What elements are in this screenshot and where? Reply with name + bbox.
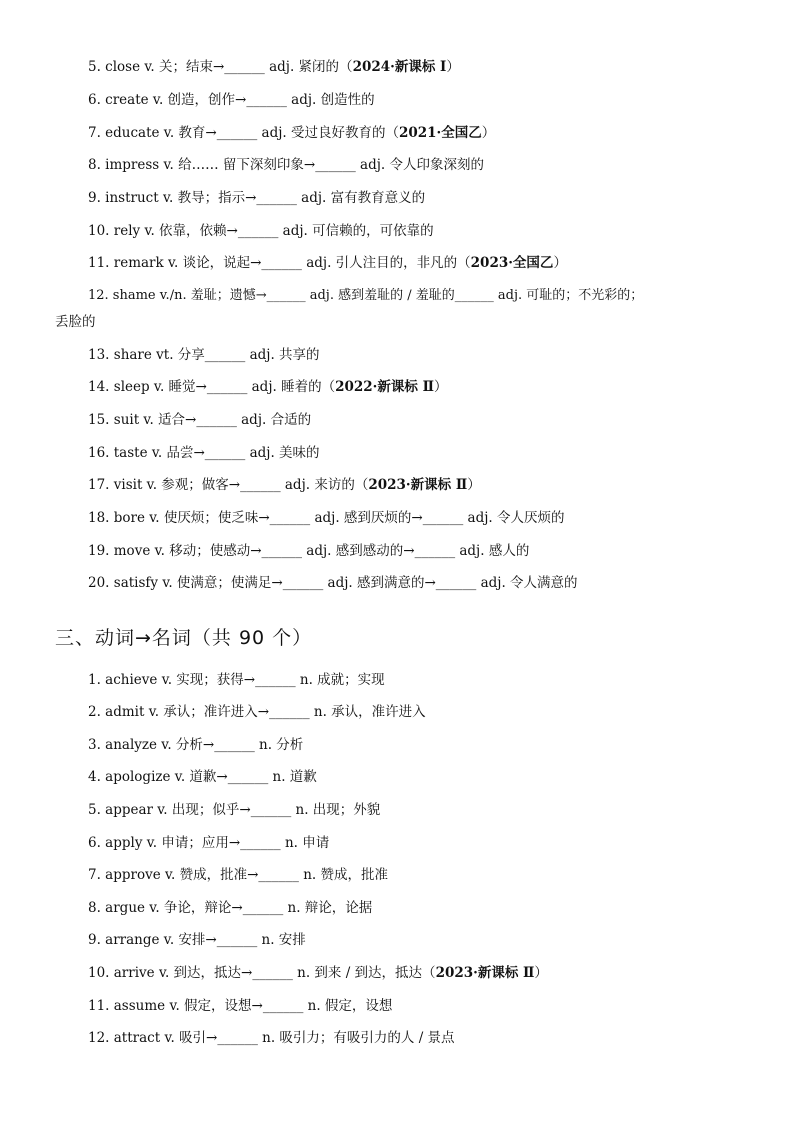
vocab-entry: 8. impress v. 给…… 留下深刻印象→______ adj. 令人印象深刻的 bbox=[88, 157, 484, 173]
vocab-entry: 6. create v. 创造，创作→______ adj. 创造性的 bbox=[88, 92, 375, 108]
vocab-entry: 15. suit v. 适合→______ adj. 合适的 bbox=[88, 412, 312, 428]
vocab-entry: 7. approve v. 赞成，批准→______ n. 赞成，批准 bbox=[88, 867, 388, 883]
vocab-entry: 20. satisfy v. 使满意；使满足→______ adj. 感到满意的→______ adj. 令人满意的 bbox=[88, 575, 578, 591]
vocab-entry: 8. argue v. 争论，辩论→______ n. 辩论，论据 bbox=[88, 900, 373, 916]
vocab-entry: 10. rely v. 依靠，依赖→______ adj. 可信赖的，可依靠的 bbox=[88, 223, 434, 239]
vocab-entry: 6. apply v. 申请；应用→______ n. 申请 bbox=[88, 835, 330, 851]
vocab-entry: 12. attract v. 吸引→______ n. 吸引力；有吸引力的人 / 景点 bbox=[88, 1030, 455, 1046]
vocab-entry: 9. instruct v. 教导；指示→______ adj. 富有教育意义的 bbox=[88, 190, 426, 206]
vocab-entry: 17. visit v. 参观；做客→______ adj. 来访的（2023·新课标 Ⅱ） bbox=[88, 477, 481, 493]
vocab-entry: 13. share vt. 分享______ adj. 共享的 bbox=[88, 347, 320, 363]
vocab-entry: 18. bore v. 使厌烦；使乏味→______ adj. 感到厌烦的→______ adj. 令人厌烦的 bbox=[88, 510, 565, 526]
section-heading: 三、动词→名词（共 90 个） bbox=[55, 627, 313, 649]
vocab-entry: 14. sleep v. 睡觉→______ adj. 睡着的（2022·新课标 Ⅱ） bbox=[88, 379, 448, 395]
vocab-entry: 11. assume v. 假定，设想→______ n. 假定，设想 bbox=[88, 998, 393, 1014]
vocab-entry: 5. appear v. 出现；似乎→______ n. 出现；外貌 bbox=[88, 802, 381, 818]
vocab-entry: 19. move v. 移动；使感动→______ adj. 感到感动的→______ adj. 感人的 bbox=[88, 543, 530, 559]
vocab-entry: 2. admit v. 承认；准许进入→______ n. 承认，准许进入 bbox=[88, 704, 426, 720]
vocab-entry: 12. shame v./n. 羞耻；遗憾→______ adj. 感到羞耻的 / 羞耻的______ adj. 可耻的；不光彩的； bbox=[88, 288, 644, 303]
vocab-entry: 7. educate v. 教育→______ adj. 受过良好教育的（2021·全国乙） bbox=[88, 125, 496, 141]
vocab-entry: 5. close v. 关；结束→______ adj. 紧闭的（2024·新课标 Ⅰ） bbox=[88, 59, 460, 75]
vocab-entry-continuation: 丢脸的 bbox=[55, 314, 96, 330]
vocab-entry: 3. analyze v. 分析→______ n. 分析 bbox=[88, 737, 304, 753]
vocab-entry: 11. remark v. 谈论，说起→______ adj. 引人注目的，非凡的（2023·全国乙） bbox=[88, 255, 567, 271]
vocab-entry: 4. apologize v. 道歉→______ n. 道歉 bbox=[88, 769, 317, 785]
vocab-entry: 10. arrive v. 到达，抵达→______ n. 到来 / 到达，抵达（2023·新课标 Ⅱ） bbox=[88, 965, 548, 981]
vocab-entry: 16. taste v. 品尝→______ adj. 美味的 bbox=[88, 445, 320, 461]
vocab-entry: 1. achieve v. 实现；获得→______ n. 成就；实现 bbox=[88, 672, 385, 688]
vocab-entry: 9. arrange v. 安排→______ n. 安排 bbox=[88, 932, 306, 948]
